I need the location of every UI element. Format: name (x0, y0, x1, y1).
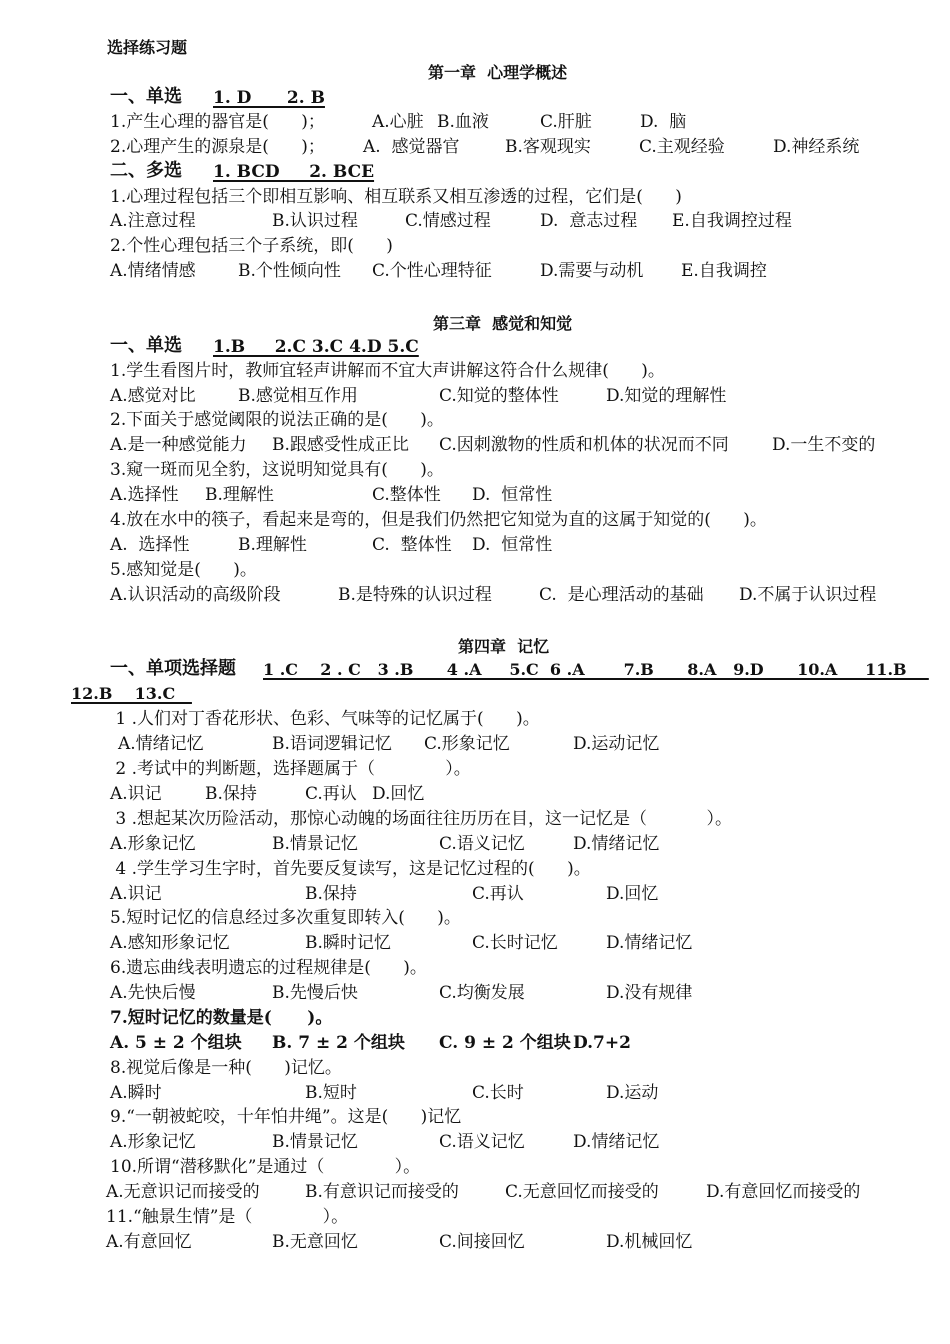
ch4-q4-option-a: A.识记 (110, 884, 162, 904)
ch3-q2-option-a: A.是一种感觉能力 (110, 435, 247, 455)
ch4-q9-option-b: B.情景记忆 (272, 1132, 358, 1152)
ch4-q3-option-a: A.形象记忆 (110, 834, 196, 854)
ch3-q4-option-b: B.理解性 (238, 535, 307, 555)
ch1-q2-option-c: C.主观经验 (639, 137, 725, 157)
ch1-single-heading: 一、单选 (110, 86, 182, 107)
ch4-q6-option-a: A.先快后慢 (110, 983, 196, 1003)
ch1-m1-option-e: E.自我调控过程 (672, 211, 792, 231)
ch1-m1-option-b: B.认识过程 (272, 211, 358, 231)
ch3-single-heading: 一、单选 (110, 335, 182, 356)
ch1-q1-option-a: A.心脏 (372, 112, 424, 132)
ch4-q11: 11.“触景生情”是（ ）。 (106, 1207, 349, 1227)
ch3-q2-option-c: C.因刺激物的性质和机体的状况而不同 (439, 435, 729, 455)
ch4-q2: 2 .考试中的判断题，选择题属于（ ）。 (110, 759, 471, 779)
ch4-q8-option-b: B.短时 (305, 1083, 357, 1103)
ch1-m2-option-e: E.自我调控 (681, 261, 767, 281)
ch3-q2-option-d: D.一生不变的 (772, 435, 876, 455)
ch3-q1-option-c: C.知觉的整体性 (439, 386, 559, 406)
ch3-q5-option-d: D.不属于认识过程 (739, 585, 877, 605)
ch4-q7-option-a: A. 5 ± 2 个组块 (110, 1033, 242, 1053)
ch4-q1: 1 .人们对丁香花形状、色彩、气味等的记忆属于( )。 (110, 709, 540, 729)
ch4-q1-option-b: B.语词逻辑记忆 (272, 734, 392, 754)
ch4-q4-option-b: B.保持 (305, 884, 357, 904)
ch3-q3-option-b: B.理解性 (205, 485, 274, 505)
ch1-q1-option-d: D. 脑 (640, 112, 687, 132)
ch4-q6-option-b: B.先慢后快 (272, 983, 358, 1003)
ch4-q7: 7.短时记忆的数量是( )。 (110, 1008, 333, 1028)
ch1-q2: 2.心理产生的源泉是( )； (110, 137, 325, 157)
ch3-q3: 3.窥一斑而见全豹，这说明知觉具有( )。 (110, 460, 444, 480)
ch4-q2-option-d: D.回忆 (372, 784, 425, 804)
ch3-q1-option-b: B.感觉相互作用 (238, 386, 358, 406)
ch4-q11-option-d: D.机械回忆 (606, 1232, 693, 1252)
ch3-q4-option-d: D. 恒常性 (472, 535, 553, 555)
ch3-single-answers: 1.B 2.C 3.C 4.D 5.C (213, 337, 419, 357)
ch4-q10-option-a: A.无意识记而接受的 (106, 1182, 260, 1202)
ch1-q1: 1.产生心理的器官是( )； (110, 112, 325, 132)
ch4-answers-line-1: 1 .C 2 . C 3 .B 4 .A 5.C 6 .A 7.B 8.A 9.D 10.A 11.B (263, 660, 929, 679)
ch4-q10-option-d: D.有意回忆而接受的 (706, 1182, 861, 1202)
ch4-q4-option-c: C.再认 (472, 884, 524, 904)
ch3-q5: 5.感知觉是( )。 (110, 560, 257, 580)
ch1-m1-option-a: A.注意过程 (110, 211, 196, 231)
ch4-q5-option-c: C.长时记忆 (472, 933, 558, 953)
ch4-q6-option-d: D.没有规律 (606, 983, 693, 1003)
chapter-3-title: 第三章 感觉和知觉 (433, 314, 573, 333)
ch4-q9: 9.“一朝被蛇咬，十年怕井绳”。这是( )记忆 (110, 1107, 462, 1127)
chapter-4-title: 第四章 记忆 (458, 637, 550, 656)
ch3-q3-option-a: A.选择性 (110, 485, 179, 505)
ch4-q3-option-b: B.情景记忆 (272, 834, 358, 854)
ch4-q5-option-d: D.情绪记忆 (606, 933, 693, 953)
ch1-q2-option-b: B.客观现实 (505, 137, 591, 157)
ch4-q11-option-a: A.有意回忆 (106, 1232, 192, 1252)
ch4-answers-line-2: 12.B 13.C (71, 684, 192, 703)
ch1-q2-option-d: D.神经系统 (773, 137, 860, 157)
ch4-heading: 一、单项选择题 (110, 658, 236, 679)
ch4-q3-option-c: C.语义记忆 (439, 834, 525, 854)
ch3-q2-option-b: B.跟感受性成正比 (272, 435, 409, 455)
ch1-m2-option-b: B.个性倾向性 (238, 261, 341, 281)
ch3-q1-option-a: A.感觉对比 (110, 386, 196, 406)
ch1-m1-option-d: D. 意志过程 (540, 211, 638, 231)
ch4-q7-option-d: D.7+2 (573, 1033, 631, 1053)
ch4-q8-option-d: D.运动 (606, 1083, 659, 1103)
ch1-m2: 2.个性心理包括三个子系统，即( ) (110, 236, 393, 256)
ch4-q8-option-a: A.瞬时 (110, 1083, 162, 1103)
ch4-q3-option-d: D.情绪记忆 (573, 834, 660, 854)
ch4-q8: 8.视觉后像是一种( )记忆。 (110, 1058, 342, 1078)
ch4-q5-option-b: B.瞬时记忆 (305, 933, 391, 953)
ch3-q1-option-d: D.知觉的理解性 (606, 386, 727, 406)
ch3-q3-option-c: C.整体性 (372, 485, 441, 505)
ch4-q4-option-d: D.回忆 (606, 884, 659, 904)
ch3-q5-option-c: C. 是心理活动的基础 (539, 585, 704, 605)
ch3-q2: 2.下面关于感觉阈限的说法正确的是( )。 (110, 410, 444, 430)
ch3-q5-option-a: A.认识活动的高级阶段 (110, 585, 281, 605)
ch4-q2-option-a: A.识记 (110, 784, 162, 804)
chapter-1-title: 第一章 心理学概述 (428, 63, 568, 82)
ch4-q5: 5.短时记忆的信息经过多次重复即转入( )。 (110, 908, 461, 928)
ch4-q9-option-a: A.形象记忆 (110, 1132, 196, 1152)
ch4-q1-option-d: D.运动记忆 (573, 734, 660, 754)
ch1-multi-answers: 1. BCD 2. BCE (213, 162, 375, 182)
ch1-q2-option-a: A. 感觉器官 (363, 137, 460, 157)
ch1-m2-option-a: A.情绪情感 (110, 261, 196, 281)
ch1-q1-option-b: B.血液 (437, 112, 489, 132)
ch4-q3: 3 .想起某次历险活动，那惊心动魄的场面往往历历在目，这一记忆是（ ）。 (110, 809, 732, 829)
ch3-q3-option-d: D. 恒常性 (472, 485, 553, 505)
ch4-q11-option-c: C.间接回忆 (439, 1232, 525, 1252)
document-title: 选择练习题 (107, 38, 188, 57)
ch4-q4: 4 .学生学习生字时，首先要反复读写，这是记忆过程的( )。 (110, 859, 591, 879)
ch3-q4-option-c: C. 整体性 (372, 535, 452, 555)
ch4-q5-option-a: A.感知形象记忆 (110, 933, 230, 953)
ch3-q4: 4.放在水中的筷子，看起来是弯的，但是我们仍然把它知觉为直的这属于知觉的( )。 (110, 510, 767, 530)
ch4-q2-option-b: B.保持 (205, 784, 257, 804)
ch4-q10-option-c: C.无意回忆而接受的 (505, 1182, 659, 1202)
ch1-m1-option-c: C.情感过程 (405, 211, 491, 231)
ch1-m2-option-d: D.需要与动机 (540, 261, 644, 281)
ch4-q11-option-b: B.无意回忆 (272, 1232, 358, 1252)
ch4-q6: 6.遗忘曲线表明遗忘的过程规律是( )。 (110, 958, 427, 978)
ch4-q9-option-c: C.语义记忆 (439, 1132, 525, 1152)
ch1-multi-heading: 二、多选 (110, 160, 182, 181)
ch4-q6-option-c: C.均衡发展 (439, 983, 525, 1003)
ch1-q1-option-c: C.肝脏 (540, 112, 592, 132)
ch3-q1: 1.学生看图片时，教师宜轻声讲解而不宜大声讲解这符合什么规律( )。 (110, 361, 665, 381)
ch4-q10-option-b: B.有意识记而接受的 (305, 1182, 459, 1202)
ch4-q1-option-c: C.形象记忆 (424, 734, 510, 754)
ch4-q2-option-c: C.再认 (305, 784, 357, 804)
ch4-q10: 10.所谓“潜移默化”是通过（ ）。 (110, 1157, 421, 1177)
ch4-q7-option-c: C. 9 ± 2 个组块 (439, 1033, 571, 1053)
ch4-q7-option-b: B. 7 ± 2 个组块 (272, 1033, 405, 1053)
ch1-single-answers: 1. D 2. B (213, 88, 325, 108)
ch1-m2-option-c: C.个性心理特征 (372, 261, 492, 281)
ch3-q4-option-a: A. 选择性 (110, 535, 190, 555)
ch4-q1-option-a: A.情绪记忆 (118, 734, 204, 754)
ch4-q8-option-c: C.长时 (472, 1083, 524, 1103)
ch1-m1: 1.心理过程包括三个即相互影响、相互联系又相互渗透的过程，它们是( ) (110, 187, 682, 207)
ch3-q5-option-b: B.是特殊的认识过程 (338, 585, 492, 605)
ch4-q9-option-d: D.情绪记忆 (573, 1132, 660, 1152)
